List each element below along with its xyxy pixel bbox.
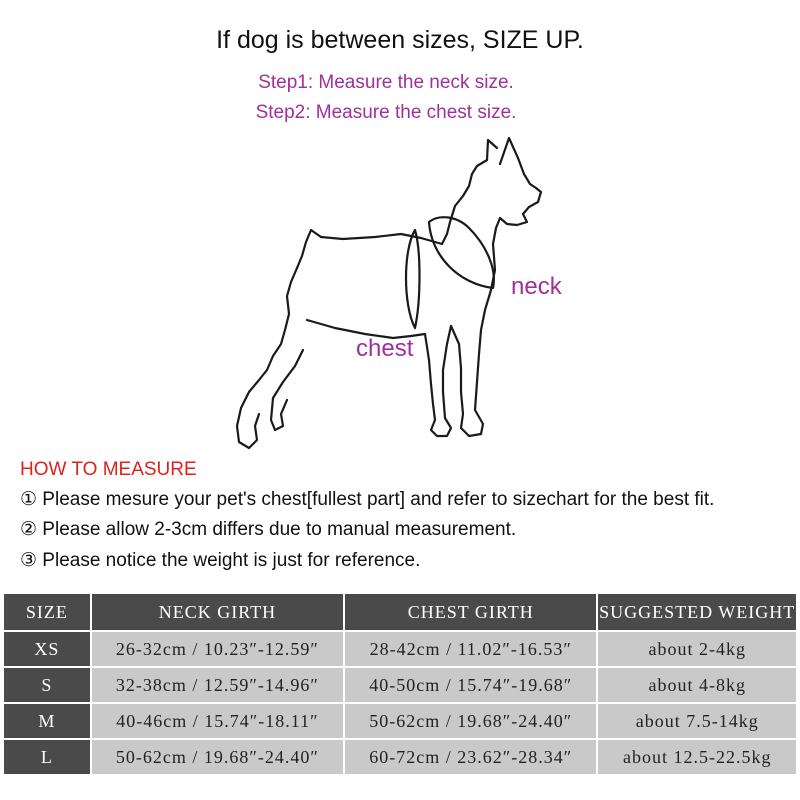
table-header-row xyxy=(3,593,797,631)
column-header-suggested-weight: SUGGESTED WEIGHT xyxy=(597,593,797,631)
table-row xyxy=(3,739,797,775)
column-header-chest-girth: CHEST GIRTH xyxy=(344,593,597,631)
size-cell: M xyxy=(3,703,91,739)
neck-girth-cell: 26-32cm / 10.23″-12.59″ xyxy=(91,631,344,667)
neck-girth-cell: 32-38cm / 12.59″-14.96″ xyxy=(91,667,344,703)
neck-label: neck xyxy=(511,273,562,300)
weight-cell: about 7.5-14kg xyxy=(597,703,797,739)
chest-girth-cell: 40-50cm / 15.74″-19.68″ xyxy=(344,667,597,703)
column-header-size: SIZE xyxy=(3,593,91,631)
step-2-text: Step2: Measure the chest size. xyxy=(255,102,517,123)
size-cell: S xyxy=(3,667,91,703)
size-cell: L xyxy=(3,739,91,775)
size-cell: XS xyxy=(3,631,91,667)
table-row xyxy=(3,703,797,739)
column-header-neck-girth: NECK GIRTH xyxy=(91,593,344,631)
chest-girth-cell: 28-42cm / 11.02″-16.53″ xyxy=(344,631,597,667)
neck-girth-cell: 50-62cm / 19.68″-24.40″ xyxy=(91,739,344,775)
size-chart-table xyxy=(2,592,798,776)
instruction-note-1: ① Please mesure your pet's chest[fullest part] and refer to sizechart for the best fit. xyxy=(20,489,715,510)
neck-girth-cell: 40-46cm / 15.74″-18.11″ xyxy=(91,703,344,739)
weight-cell: about 2-4kg xyxy=(597,631,797,667)
table-row xyxy=(3,631,797,667)
dog-outline-illustration xyxy=(225,130,555,460)
step-1-text: Step1: Measure the neck size. xyxy=(258,72,514,93)
weight-cell: about 12.5-22.5kg xyxy=(597,739,797,775)
instruction-note-2: ② Please allow 2-3cm differs due to manual measurement. xyxy=(20,519,517,540)
chest-girth-cell: 50-62cm / 19.68″-24.40″ xyxy=(344,703,597,739)
chest-girth-cell: 60-72cm / 23.62″-28.34″ xyxy=(344,739,597,775)
how-to-measure-heading: HOW TO MEASURE xyxy=(20,459,197,480)
chest-label: chest xyxy=(356,335,414,362)
instruction-note-3: ③ Please notice the weight is just for reference. xyxy=(20,550,421,571)
weight-cell: about 4-8kg xyxy=(597,667,797,703)
table-row xyxy=(3,667,797,703)
page-title: If dog is between sizes, SIZE UP. xyxy=(216,26,584,54)
